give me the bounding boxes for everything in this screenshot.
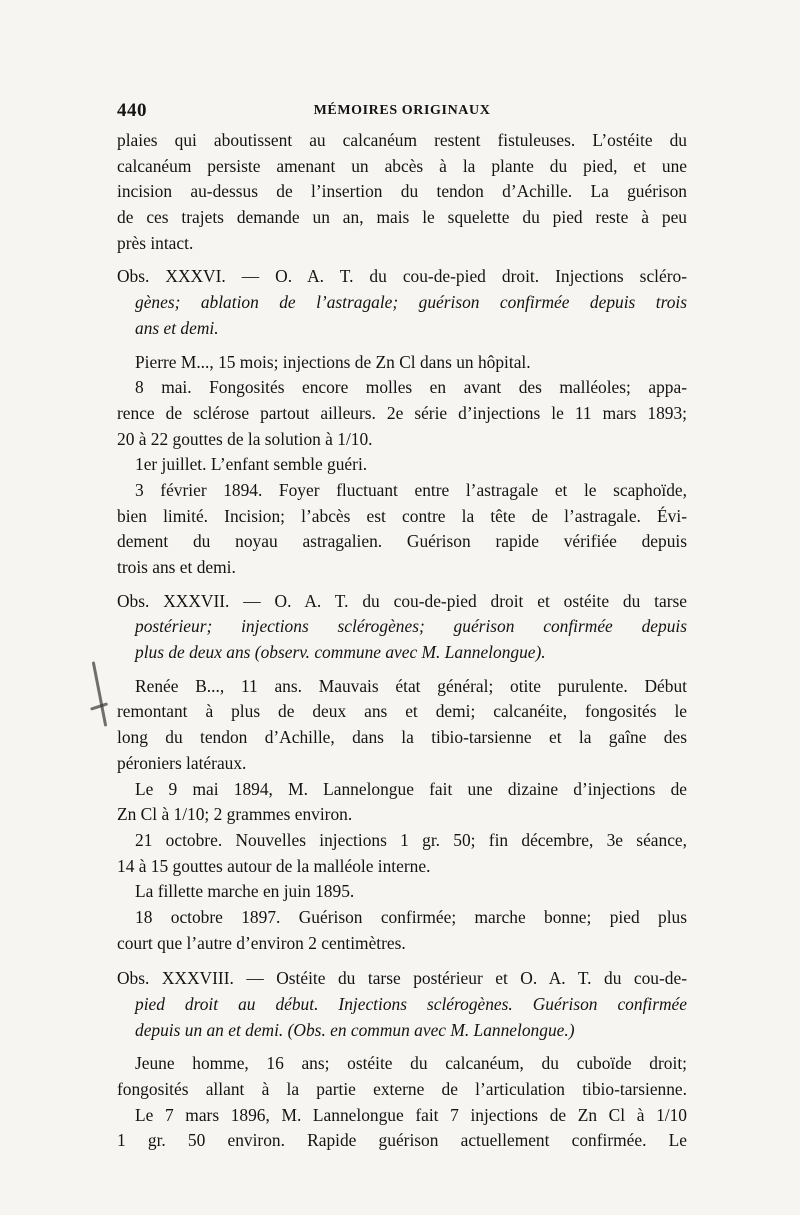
margin-mark bbox=[82, 661, 112, 737]
text-line: près intact. bbox=[117, 232, 194, 253]
running-title: MÉMOIRES ORIGINAUX bbox=[313, 103, 491, 118]
text-line: 21 octobre. Nouvelles injections 1 gr. 50; fin décembre, 3e séance, bbox=[135, 829, 687, 850]
text-line: remontant à plus de deux ans et demi; calcanéite, fongosités le bbox=[117, 701, 687, 722]
body-text bbox=[117, 128, 687, 1154]
text-line: Le 9 mai 1894, M. Lannelongue fait une dizaine d’injections de bbox=[135, 778, 687, 799]
text-line: 1 gr. 50 environ. Rapide guérison actuellement confirmée. Le bbox=[117, 1130, 687, 1151]
text-line: dement du noyau astragalien. Guérison rapide vérifiée depuis bbox=[117, 531, 687, 552]
margin-mark-stroke bbox=[92, 661, 108, 726]
observation-heading-continued: postérieur; injections sclérogènes; guérison confirmée depuis bbox=[135, 616, 687, 637]
text-line: incision au-dessus de l’insertion du tendon d’Achille. La guérison bbox=[117, 181, 687, 202]
page-number: 440 bbox=[117, 100, 147, 121]
text-line: calcanéum persiste amenant un abcès à la plante du pied, et une bbox=[117, 155, 687, 176]
text-line: bien limité. Incision; l’abcès est contre la tête de l’astragale. Évi- bbox=[117, 505, 687, 526]
observation-heading-continued: depuis un an et demi. (Obs. en commun avec M. Lannelongue.) bbox=[135, 1019, 575, 1040]
observation-heading-continued: plus de deux ans (observ. commune avec M. Lannelongue). bbox=[135, 642, 546, 663]
page-header bbox=[117, 100, 687, 124]
text-line: fongosités allant à la partie externe de l’articulation tibio-tarsienne. bbox=[117, 1079, 687, 1100]
text-line: rence de sclérose partout ailleurs. 2e série d’injections le 11 mars 1893; bbox=[117, 402, 687, 423]
text-line: Pierre M..., 15 mois; injections de Zn Cl dans un hôpital. bbox=[135, 351, 531, 372]
text-line: 1er juillet. L’enfant semble guéri. bbox=[135, 454, 368, 475]
text-line: court que l’autre d’environ 2 centimètres. bbox=[117, 932, 406, 953]
observation-heading-continued: pied droit au début. Injections sclérogènes. Guérison confirmée bbox=[135, 994, 687, 1014]
observation-heading: Obs. XXXVI. — O. A. T. du cou-de-pied droit. Injections scléro- bbox=[117, 266, 687, 287]
text-line: 14 à 15 gouttes autour de la malléole interne. bbox=[117, 855, 431, 876]
text-line: 8 mai. Fongosités encore molles en avant des malléoles; appa- bbox=[135, 377, 687, 398]
text-line: trois ans et demi. bbox=[117, 557, 236, 577]
margin-mark-stroke bbox=[90, 702, 108, 710]
observation-heading: Obs. XXXVII. — O. A. T. du cou-de-pied droit et ostéite du tarse bbox=[117, 590, 687, 611]
text-line: Renée B..., 11 ans. Mauvais état général; otite purulente. Début bbox=[135, 675, 687, 696]
observation-heading-continued: gènes; ablation de l’astragale; guérison confirmée depuis trois bbox=[135, 292, 687, 313]
text-line: 3 février 1894. Foyer fluctuant entre l’astragale et le scaphoïde, bbox=[135, 479, 687, 500]
text-line: plaies qui aboutissent au calcanéum restent fistuleuses. L’ostéite du bbox=[117, 130, 687, 150]
observation-heading: Obs. XXXVIII. — Ostéite du tarse postérieur et O. A. T. du cou-de- bbox=[117, 968, 687, 989]
text-line: de ces trajets demande un an, mais le squelette du pied reste à peu bbox=[117, 207, 687, 228]
text-line: 18 octobre 1897. Guérison confirmée; marche bonne; pied plus bbox=[135, 906, 687, 927]
text-line: 20 à 22 gouttes de la solution à 1/10. bbox=[117, 428, 373, 449]
text-line: long du tendon d’Achille, dans la tibio-tarsienne et la gaîne des bbox=[117, 727, 687, 748]
text-line: péroniers latéraux. bbox=[117, 752, 247, 773]
text-line: La fillette marche en juin 1895. bbox=[135, 881, 355, 902]
text-line: Zn Cl à 1/10; 2 grammes environ. bbox=[117, 804, 353, 825]
observation-heading-continued: ans et demi. bbox=[135, 317, 219, 338]
text-line: Le 7 mars 1896, M. Lannelongue fait 7 injections de Zn Cl à 1/10 bbox=[135, 1104, 687, 1125]
text-line: Jeune homme, 16 ans; ostéite du calcanéum, du cuboïde droit; bbox=[135, 1053, 687, 1074]
